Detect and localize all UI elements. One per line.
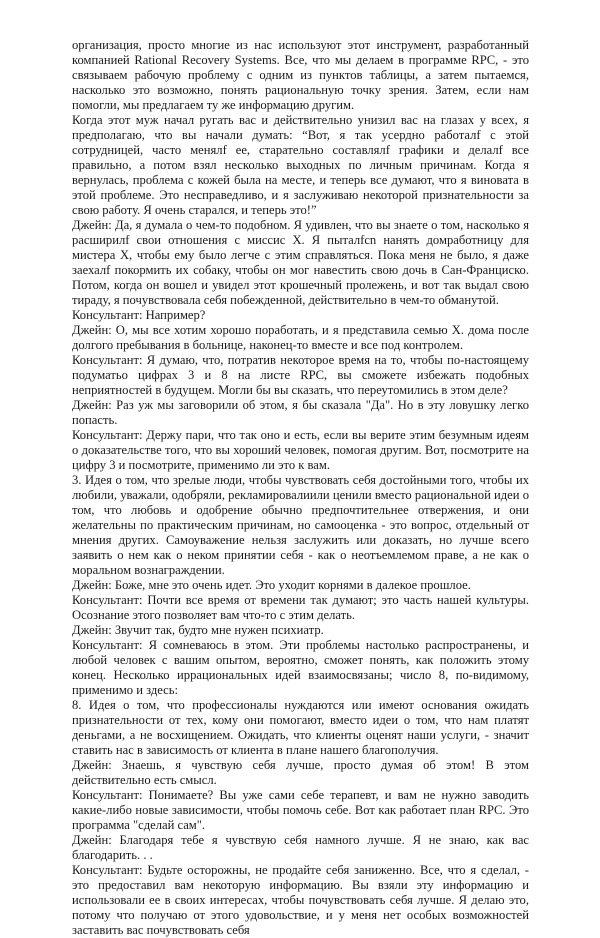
paragraph: Джейн: Благодаря тебе я чувствую себя намного лучше. Я не знаю, как вас благодарить. . . [72,833,529,862]
paragraph: Когда этот муж начал ругать вас и действительно унизил вас на глазах у всех, я предполагаю, что вы начали думать: “Вот, я так усердно работалf с этой сотрудницей, часто менялf ее, старательно составлялf графики и делалf все правильно, а потом взял несколько выходных по личным причинам. Когда я вернулась, проблема с кожей была на месте, и теперь все думают, что я виновата в этой проблеме. Это несправедливо, и я заслуживаю некоторой признательности за свою работу. Я очень старался, и теперь это!” [72,113,529,217]
paragraph: Джейн: О, мы все хотим хорошо поработать, и я представила семью X. дома после долгого пребывания в больнице, наконец-то вместе и все под контролем. [72,323,529,352]
paragraph: Джейн: Раз уж мы заговорили об этом, я бы сказала "Да". Но в эту ловушку легко попасть. [72,398,529,427]
document-page [72,38,529,938]
paragraph: организация, просто многие из нас используют этот инструмент, разработанный компанией Rational Recovery Systems. Все, что мы делаем в программе RPC, - это связываем рабочую проблему с одним из пунктов таблицы, а затем пытаемся, насколько это возможно, понять рациональную точку зрения. Затем, если нам помогли, мы предлагаем ту же информацию другим. [72,38,529,112]
paragraph: 3. Идея о том, что зрелые люди, чтобы чувствовать себя достойными того, чтобы их любили, уважали, одобряли, рекламировалиили ценили вместо рациональной идеи о том, что любовь и одобрение обычно предпочтительнее отвержения, и они желательны по практическим причинам, но самооценка - это вопрос, отдельный от мнения других. Самоуважение нельзя заслужить или доказать, но лучше всего заявить о нем как о неком принятии себя - как о неотъемлемом праве, а не как о моральном вознаграждении. [72,473,529,577]
paragraph: Консультант: Понимаете? Вы уже сами себе терапевт, и вам не нужно заводить какие-либо новые зависимости, чтобы помочь себе. Вот как работает план RPC. Это программа "сделай сам". [72,788,529,832]
paragraph: Джейн: Знаешь, я чувствую себя лучше, просто думая об этом! В этом действительно есть смысл. [72,758,529,787]
paragraph: Джейн: Звучит так, будто мне нужен психиатр. [72,623,324,637]
paragraph: Консультант: Я сомневаюсь в этом. Эти проблемы настолько распространены, и любой человек с вашим опытом, вероятно, сможет понять, как положить этому конец. Несколько иррациональных идей взаимосвязаны; число 8, по-видимому, применимо и здесь: [72,638,529,697]
paragraph: Джейн: Да, я думала о чем-то подобном. Я удивлен, что вы знаете о том, насколько я расширилf свои отношения с миссис X. Я пыталfсn нанять домработницу для мистера X, чтобы ему было легче с этим справляться. Пока меня не было, я даже заехалf покормить их собаку, чтобы он мог навестить свою дочь в Сан-Франциско. Потом, когда он вошел и увидел этот крошечный пролежень, и вот так выдал свою тираду, я почувствовала себя побежденной, действительно в чем-то обманутой. [72,218,529,307]
paragraph: Консультант: Будьте осторожны, не продайте себя заниженно. Все, что я сделал, - это предоставил вам некоторую информацию. Вы взяли эту информацию и использовали ее в своих интересах, чтобы почувствовать себя лучше. Я делаю это, потому что получаю от этого удовольствие, и у меня нет особых возможностей заставить вас почувствовать себя [72,863,529,937]
paragraph: Консультант: Например? [72,308,206,322]
paragraph: 8. Идея о том, что профессионалы нуждаются или имеют основания ожидать признательности от тех, кому они помогают, вместо идеи о том, что нам платят деньгами, а не восхищением. Ожидать, что клиенты оценят наши услуги, - значит ставить нас в зависимость от клиента в плане нашего благополучия. [72,698,529,757]
paragraph: Консультант: Почти все время от времени так думают; это часть нашей культуры. Осознание этого позволяет вам что-то с этим делать. [72,593,529,622]
paragraph: Консультант: Держу пари, что так оно и есть, если вы верите этим безумным идеям о доказательстве того, что вы хороший человек, помогая другим. Вот, посмотрите на цифру 3 и посмотрите, применимо ли это к вам. [72,428,529,472]
paragraph: Консультант: Я думаю, что, потратив некоторое время на то, чтобы по-настоящему подуматьо цифрах 3 и 8 на листе RPC, вы сможете избежать подобных неприятностей в будущем. Могли бы вы сказать, что переутомились в этом деле? [72,353,529,397]
paragraph: Джейн: Боже, мне это очень идет. Это уходит корнями в далекое прошлое. [72,578,471,592]
